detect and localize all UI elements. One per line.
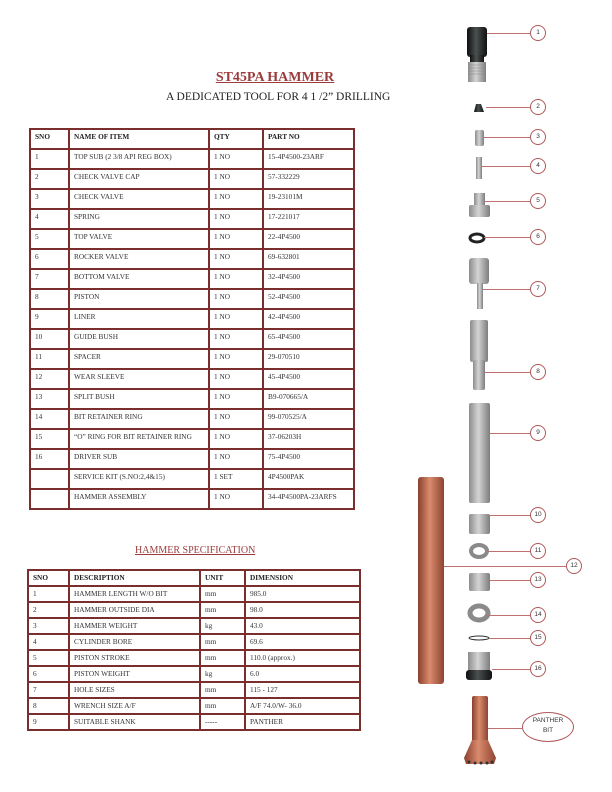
part-panther-bit	[464, 696, 496, 765]
spec-table	[27, 569, 361, 731]
spec-table-row	[28, 666, 360, 682]
parts-table-row	[30, 269, 354, 289]
leader-line	[490, 580, 530, 581]
cell-qty: 1 NO	[209, 369, 263, 389]
parts-table-header	[30, 129, 354, 149]
leader-line	[483, 289, 530, 290]
part-check-valve-cap	[474, 104, 484, 112]
parts-table-row	[30, 309, 354, 329]
leader-line	[484, 137, 530, 138]
part-guide-bush	[469, 514, 490, 534]
cell-qty: 1 NO	[209, 229, 263, 249]
cell-name: TOP VALVE	[69, 229, 209, 249]
cell-part-no: 52-4P4500	[263, 289, 354, 309]
part-top-valve	[469, 193, 490, 217]
cell-unit: mm	[200, 602, 245, 618]
cell-description: HAMMER OUTSIDE DIA	[69, 602, 200, 618]
parts-table-row	[30, 209, 354, 229]
cell-qty: 1 NO	[209, 349, 263, 369]
cell-name: SPACER	[69, 349, 209, 369]
cell-dimension: 6.0	[245, 666, 360, 682]
cell-part-no: 29-070510	[263, 349, 354, 369]
cell-name: “O” RING FOR BIT RETAINER RING	[69, 429, 209, 449]
cell-unit: mm	[200, 698, 245, 714]
cell-sno: 11	[30, 349, 69, 369]
part-piston	[470, 320, 488, 390]
leader-line	[482, 166, 530, 167]
cell-dimension: 985.0	[245, 586, 360, 602]
cell-sno: 7	[28, 682, 69, 698]
cell-name: SPLIT BUSH	[69, 389, 209, 409]
bit-label-line1: PANTHER	[532, 717, 564, 724]
cell-dimension: A/F 74.0/W- 36.0	[245, 698, 360, 714]
cell-description: SUITABLE SHANK	[69, 714, 200, 730]
parts-table-row	[30, 329, 354, 349]
callout-number: 9	[530, 425, 546, 441]
callout-panther-bit	[522, 712, 574, 742]
part-liner	[469, 403, 490, 503]
cell-sno: 5	[30, 229, 69, 249]
cell-dimension: 115 - 127	[245, 682, 360, 698]
callout-number: 7	[530, 281, 546, 297]
parts-table-row	[30, 249, 354, 269]
leader-line	[485, 201, 530, 202]
cell-qty: 1 NO	[209, 489, 263, 509]
cell-part-no: 65-4P4500	[263, 329, 354, 349]
cell-qty: 1 NO	[209, 329, 263, 349]
cell-name: SERVICE KIT (S.NO:2,4&15)	[69, 469, 209, 489]
spec-table-row	[28, 714, 360, 730]
parts-table-row	[30, 149, 354, 169]
part-o-ring	[469, 636, 489, 640]
cell-qty: 1 NO	[209, 449, 263, 469]
leader-line	[490, 433, 530, 434]
leader-line	[444, 566, 566, 567]
document-subtitle: A DEDICATED TOOL FOR 4 1 /2” DRILLING	[166, 91, 391, 103]
cell-sno: 1	[28, 586, 69, 602]
exploded-diagram	[400, 0, 612, 792]
cell-unit: -----	[200, 714, 245, 730]
spec-table-header	[28, 570, 360, 586]
callout-number: 12	[566, 558, 582, 574]
cell-part-no: 45-4P4500	[263, 369, 354, 389]
cell-name: SPRING	[69, 209, 209, 229]
part-bottom-valve	[469, 258, 489, 309]
cell-name: GUIDE BUSH	[69, 329, 209, 349]
document-title: ST45PA HAMMER	[215, 70, 335, 85]
col-qty: QTY	[209, 129, 263, 149]
cell-part-no: 32-4P4500	[263, 269, 354, 289]
callout-number: 15	[530, 630, 546, 646]
cell-qty: 1 NO	[209, 249, 263, 269]
col-sno: SNO	[28, 570, 69, 586]
cell-unit: kg	[200, 618, 245, 634]
leader-line	[490, 515, 530, 516]
cell-name: DRIVER SUB	[69, 449, 209, 469]
col-dimension: DIMENSION	[245, 570, 360, 586]
part-spacer	[471, 545, 487, 557]
part-check-valve	[475, 130, 484, 146]
cell-sno: 16	[30, 449, 69, 469]
cell-description: PISTON WEIGHT	[69, 666, 200, 682]
callout-number: 14	[530, 607, 546, 623]
part-wear-sleeve	[418, 477, 444, 684]
cell-sno: 7	[30, 269, 69, 289]
cell-sno: 3	[30, 189, 69, 209]
col-part-no: PART NO	[263, 129, 354, 149]
callout-number: 13	[530, 572, 546, 588]
cell-unit: mm	[200, 586, 245, 602]
cell-qty: 1 NO	[209, 429, 263, 449]
cell-qty: 1 NO	[209, 309, 263, 329]
cell-qty: 1 NO	[209, 209, 263, 229]
callout-number: 11	[530, 543, 546, 559]
cell-name: CHECK VALVE	[69, 189, 209, 209]
callout-number: 6	[530, 229, 546, 245]
part-rocker-valve	[470, 234, 484, 242]
cell-unit: kg	[200, 666, 245, 682]
col-unit: UNIT	[200, 570, 245, 586]
callout-number: 8	[530, 364, 546, 380]
cell-sno: 1	[30, 149, 69, 169]
leader-line	[485, 372, 530, 373]
cell-qty: 1 NO	[209, 409, 263, 429]
cell-sno: 2	[28, 602, 69, 618]
col-name: NAME OF ITEM	[69, 129, 209, 149]
cell-sno: 8	[30, 289, 69, 309]
parts-table-row	[30, 169, 354, 189]
parts-table-row	[30, 469, 354, 489]
spec-table-row	[28, 698, 360, 714]
cell-dimension: PANTHER	[245, 714, 360, 730]
cell-part-no: 37-06203H	[263, 429, 354, 449]
callout-number: 16	[530, 661, 546, 677]
cell-name: WEAR SLEEVE	[69, 369, 209, 389]
cell-part-no: 99-070525/A	[263, 409, 354, 429]
cell-sno: 3	[28, 618, 69, 634]
parts-table-row	[30, 409, 354, 429]
cell-sno: 15	[30, 429, 69, 449]
cell-sno: 10	[30, 329, 69, 349]
cell-part-no: 42-4P4500	[263, 309, 354, 329]
spec-table-row	[28, 682, 360, 698]
cell-unit: mm	[200, 682, 245, 698]
cell-dimension: 110.0 (approx.)	[245, 650, 360, 666]
col-sno: SNO	[30, 129, 69, 149]
cell-sno: 14	[30, 409, 69, 429]
cell-sno: 2	[30, 169, 69, 189]
parts-table-row	[30, 429, 354, 449]
cell-description: HOLE SIZES	[69, 682, 200, 698]
cell-part-no: 19-23101M	[263, 189, 354, 209]
cell-dimension: 98.0	[245, 602, 360, 618]
cell-part-no: B9-070665/A	[263, 389, 354, 409]
cell-qty: 1 NO	[209, 289, 263, 309]
callout-number: 2	[530, 99, 546, 115]
spec-title: HAMMER SPECIFICATION	[135, 545, 256, 556]
cell-sno: 4	[28, 634, 69, 650]
cell-qty: 1 NO	[209, 189, 263, 209]
cell-part-no: 75-4P4500	[263, 449, 354, 469]
leader-line	[487, 551, 530, 552]
cell-qty: 1 SET	[209, 469, 263, 489]
cell-qty: 1 NO	[209, 389, 263, 409]
cell-name: LINER	[69, 309, 209, 329]
parts-table-row	[30, 489, 354, 509]
callout-number: 5	[530, 193, 546, 209]
cell-qty: 1 NO	[209, 269, 263, 289]
parts-table-row	[30, 189, 354, 209]
parts-table-row	[30, 349, 354, 369]
cell-name: PISTON	[69, 289, 209, 309]
cell-dimension: 43.0	[245, 618, 360, 634]
cell-description: HAMMER LENGTH W/O BIT	[69, 586, 200, 602]
callout-number: 3	[530, 129, 546, 145]
cell-sno: 4	[30, 209, 69, 229]
spec-table-row	[28, 602, 360, 618]
part-bit-retainer-ring	[470, 606, 488, 620]
cell-unit: mm	[200, 634, 245, 650]
cell-description: PISTON STROKE	[69, 650, 200, 666]
cell-sno: 6	[30, 249, 69, 269]
bit-label-line2: BIT	[542, 727, 554, 734]
cell-name: BOTTOM VALVE	[69, 269, 209, 289]
cell-part-no: 69-632801	[263, 249, 354, 269]
cell-unit: mm	[200, 650, 245, 666]
cell-sno	[30, 489, 69, 509]
leader-line	[486, 107, 530, 108]
parts-table	[29, 128, 355, 510]
leader-line-bit	[488, 728, 522, 729]
cell-part-no: 22-4P4500	[263, 229, 354, 249]
cell-sno: 5	[28, 650, 69, 666]
spec-table-row	[28, 634, 360, 650]
part-top-sub	[467, 27, 487, 82]
callout-number: 4	[530, 158, 546, 174]
cell-sno	[30, 469, 69, 489]
parts-table-row	[30, 369, 354, 389]
cell-name: BIT RETAINER RING	[69, 409, 209, 429]
parts-table-row	[30, 449, 354, 469]
leader-line	[488, 615, 530, 616]
leader-line	[487, 33, 530, 34]
spec-table-row	[28, 586, 360, 602]
cell-description: HAMMER WEIGHT	[69, 618, 200, 634]
cell-part-no: 17-221017	[263, 209, 354, 229]
cell-sno: 9	[28, 714, 69, 730]
cell-description: WRENCH SIZE A/F	[69, 698, 200, 714]
leader-line	[489, 638, 530, 639]
cell-sno: 8	[28, 698, 69, 714]
part-spring	[476, 157, 482, 179]
leader-line	[484, 237, 530, 238]
cell-name: ROCKER VALVE	[69, 249, 209, 269]
leader-line	[492, 669, 530, 670]
cell-part-no: 15-4P4500-23ARF	[263, 149, 354, 169]
cell-sno: 9	[30, 309, 69, 329]
cell-sno: 12	[30, 369, 69, 389]
cell-name: HAMMER ASSEMBLY	[69, 489, 209, 509]
callout-number: 10	[530, 507, 546, 523]
cell-part-no: 4P4500PAK	[263, 469, 354, 489]
spec-table-row	[28, 650, 360, 666]
cell-name: CHECK VALVE CAP	[69, 169, 209, 189]
part-split-bush	[469, 573, 490, 591]
callout-number: 1	[530, 25, 546, 41]
parts-table-row	[30, 229, 354, 249]
cell-sno: 13	[30, 389, 69, 409]
cell-dimension: 69.6	[245, 634, 360, 650]
cell-qty: 1 NO	[209, 149, 263, 169]
parts-table-row	[30, 289, 354, 309]
part-driver-sub	[466, 652, 492, 680]
spec-table-row	[28, 618, 360, 634]
parts-table-row	[30, 389, 354, 409]
cell-part-no: 34-4P4500PA-23ARFS	[263, 489, 354, 509]
cell-qty: 1 NO	[209, 169, 263, 189]
cell-description: CYLINDER BORE	[69, 634, 200, 650]
cell-sno: 6	[28, 666, 69, 682]
col-description: DESCRIPTION	[69, 570, 200, 586]
cell-part-no: 57-332229	[263, 169, 354, 189]
cell-name: TOP SUB (2 3/8 API REG BOX)	[69, 149, 209, 169]
